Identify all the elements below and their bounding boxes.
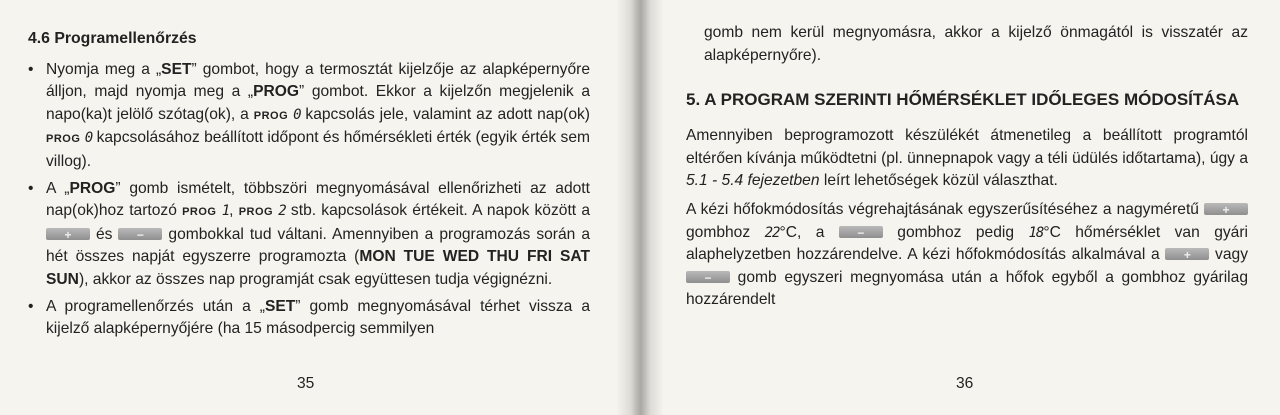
temperature-digits: 22 xyxy=(764,224,780,241)
bullet-icon: • xyxy=(28,179,34,197)
plus-button-icon xyxy=(46,228,90,240)
set-keyword: SET xyxy=(264,297,296,315)
text: °C hőmérséklet van gyári alaphelyzetben hozzárendelve. A kézi hőfokmódosítás alkalmával a xyxy=(686,223,1249,264)
text: leírt lehetőségek közül választhat. xyxy=(819,172,1058,190)
prog-display-label: PROG xyxy=(253,109,289,122)
bullet-item-2 xyxy=(28,178,590,292)
segment-digit: 1 xyxy=(221,203,230,220)
text: gombokkal tud váltani. Amennyiben a programozás során a hét összes napját egyszerre programozta ( xyxy=(46,225,590,266)
bullet-icon: • xyxy=(28,297,34,315)
minus-button-icon xyxy=(686,271,730,283)
section-title: 4.6 Programellenőrzés xyxy=(28,30,197,47)
text: gombhoz xyxy=(686,223,765,241)
text: stb. kapcsolások értékeit. A napok között a xyxy=(285,202,590,220)
prog-display-label: PROG xyxy=(238,206,274,219)
text: Nyomja meg a „ xyxy=(46,60,162,78)
text: °C, a xyxy=(779,223,839,241)
bullet-list xyxy=(28,59,590,341)
text: ” gomb ismételt, többszöri megnyomásával ellenőrizheti az adott nap(ok)hoz tartozó xyxy=(46,179,590,220)
chapter-heading: 5. A PROGRAM SZERINTI HŐMÉRSÉKLET IDŐLEGES MÓDOSÍTÁSA xyxy=(686,90,1240,110)
plus-button-icon xyxy=(1204,203,1248,215)
segment-digit: 0 xyxy=(84,130,93,147)
right-page xyxy=(646,0,1280,415)
text: Amennyiben beprogramozott készülékét átmenetileg a beállított programtól eltérően kívánja működtetni (pl. ünnepnapok vagy a téli üdülés időtartama), úgy a xyxy=(686,127,1248,167)
text: , xyxy=(229,202,239,220)
left-page xyxy=(0,0,634,415)
paragraph-1 xyxy=(686,125,1248,193)
right-page-content xyxy=(686,22,1248,318)
text: ” gombot, hogy a termosztát kijelzője az alapképernyőre álljon, majd nyomja meg a „ xyxy=(46,60,590,101)
chapter-reference: 5.1 - 5.4 fejezetben xyxy=(686,172,820,190)
prog-display-label: PROG xyxy=(46,133,81,146)
prog-keyword: PROG xyxy=(253,83,300,101)
temperature-digits: 18 xyxy=(1028,224,1044,241)
prog-display-label: PROG xyxy=(182,206,217,219)
page-number-right: 36 xyxy=(956,375,974,392)
bullet-item-3 xyxy=(28,296,590,341)
book-gutter-shadow xyxy=(616,0,664,415)
text: A „ xyxy=(46,179,70,197)
set-keyword: SET xyxy=(161,60,192,78)
text: kapcsolásához beállított időpont és hőmérsékleti érték (egyik érték sem villog). xyxy=(46,129,591,170)
continuation-text: gomb nem kerül megnyomásra, akkor a kijelző önmagától is visszatér az alapképernyőre). xyxy=(704,24,1248,64)
prog-keyword: PROG xyxy=(69,179,116,197)
text: ” gombot. Ekkor a kijelzőn megjelenik a napo(ka)t jelölő szótag(ok), a xyxy=(46,83,590,123)
text: A programellenőrzés után a „ xyxy=(46,297,265,315)
page-number-left: 35 xyxy=(297,375,315,392)
left-page-content xyxy=(28,26,590,345)
plus-button-icon xyxy=(1165,248,1209,260)
minus-button-icon xyxy=(118,228,162,240)
text: A kézi hőfokmódosítás végrehajtásának egyszerűsítéséhez a nagyméretű xyxy=(686,200,1204,218)
segment-digit: 0 xyxy=(293,106,301,123)
text: ), akkor az összes nap programját csak együttesen tudja végignézni. xyxy=(78,270,553,288)
text: ” gomb megnyomásával térhet vissza a kijelző alapképernyőjére (ha 15 másodpercig semmilyen xyxy=(46,297,590,338)
paragraph-2 xyxy=(686,199,1248,312)
text: vagy xyxy=(1209,246,1248,264)
text: kapcsolás jele, valamint az adott nap(ok) xyxy=(300,105,590,123)
bullet-item-1 xyxy=(28,59,590,174)
text: gombhoz pedig xyxy=(882,223,1029,241)
text: gomb egyszeri megnyomása után a hőfok egyből a gombhoz gyárilag hozzárendelt xyxy=(686,268,1248,309)
minus-button-icon xyxy=(839,226,883,238)
weekdays-label: MON TUE WED THU FRI SAT SUN xyxy=(46,248,590,288)
text: és xyxy=(90,225,119,243)
bullet-icon: • xyxy=(28,60,34,78)
segment-digit: 2 xyxy=(278,203,286,220)
